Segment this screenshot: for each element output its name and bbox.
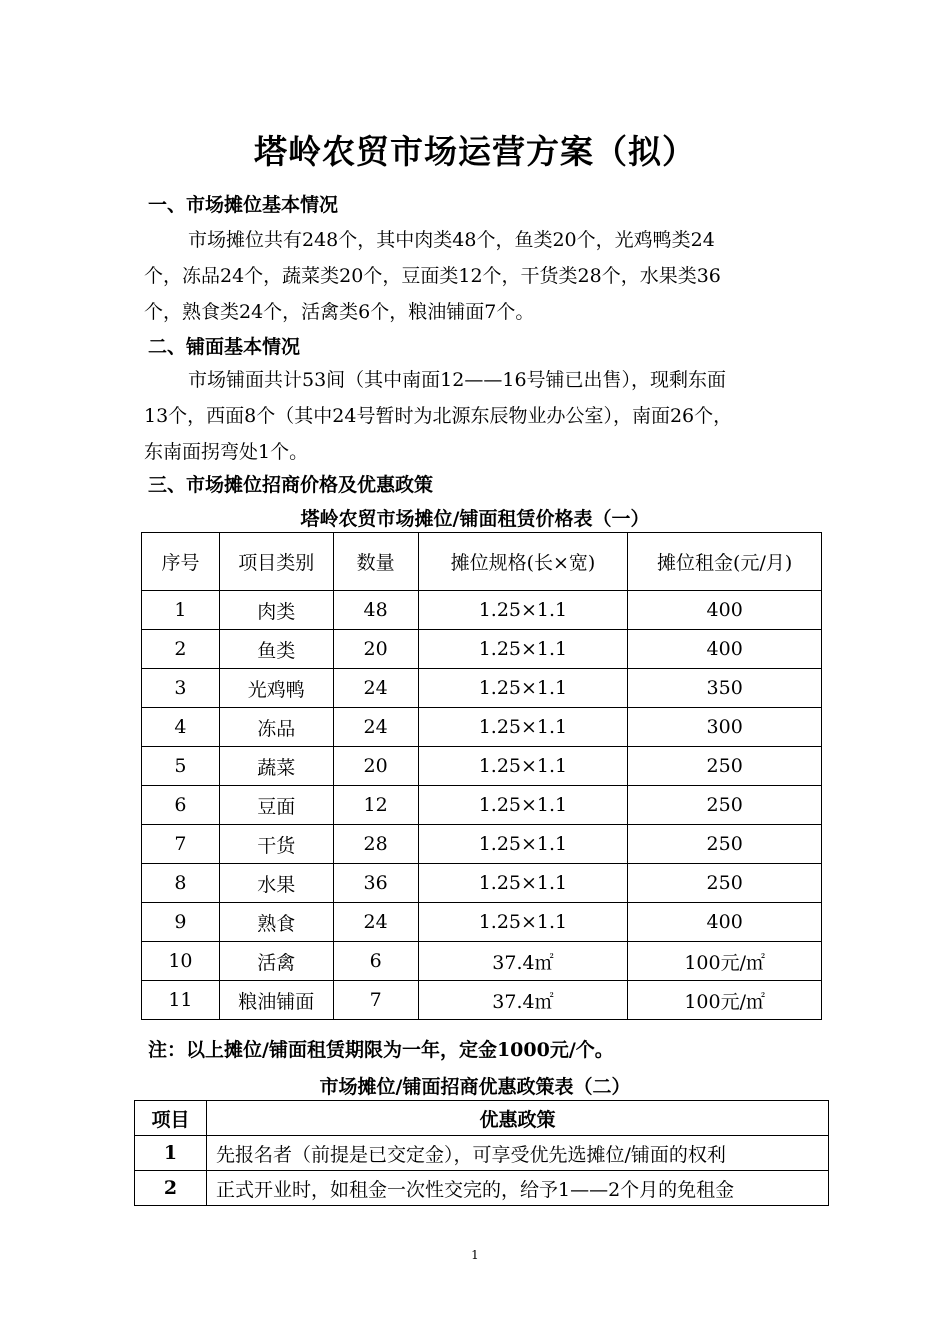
table-cell: 1.25×1.1 xyxy=(418,747,628,786)
table-row xyxy=(142,747,822,786)
header-cell: 摊位租金(元/月) xyxy=(628,533,822,591)
table-cell: 1.25×1.1 xyxy=(418,825,628,864)
table-cell: 250 xyxy=(628,786,822,825)
table-row xyxy=(142,591,822,630)
paragraph-line: 市场铺面共计53间（其中南面12——16号铺已出售），现剩东面 xyxy=(188,369,727,391)
table-cell: 肉类 xyxy=(219,591,333,630)
table-row xyxy=(142,903,822,942)
section2-heading: 二、铺面基本情况 xyxy=(148,336,301,358)
table-cell: 粮油铺面 xyxy=(219,981,333,1020)
header-cell: 项目 xyxy=(135,1101,207,1136)
policy-text-cell: 正式开业时，如租金一次性交完的，给予1——2个月的免租金 xyxy=(207,1171,829,1206)
table-cell: 熟食 xyxy=(219,903,333,942)
table-cell: 37.4㎡ xyxy=(418,942,628,981)
table-cell: 1 xyxy=(142,591,220,630)
table-row xyxy=(135,1136,829,1171)
table-cell: 1.25×1.1 xyxy=(418,903,628,942)
table-cell: 300 xyxy=(628,708,822,747)
table-cell: 36 xyxy=(333,864,418,903)
table-cell: 7 xyxy=(142,825,220,864)
table-header-row xyxy=(135,1101,829,1136)
policy-text-cell: 先报名者（前提是已交定金），可享受优先选摊位/铺面的权利 xyxy=(207,1136,829,1171)
header-cell: 序号 xyxy=(142,533,220,591)
table-cell: 6 xyxy=(142,786,220,825)
table1-caption: 塔岭农贸市场摊位/铺面租赁价格表（一） xyxy=(300,508,650,530)
table-row xyxy=(142,669,822,708)
table-cell: 28 xyxy=(333,825,418,864)
paragraph-line: 13个，西面8个（其中24号暂时为北源东辰物业办公室），南面26个， xyxy=(144,405,733,427)
section1-paragraph xyxy=(144,222,814,330)
table-cell: 250 xyxy=(628,864,822,903)
table-cell: 水果 xyxy=(219,864,333,903)
table-cell: 48 xyxy=(333,591,418,630)
table-row xyxy=(142,708,822,747)
table-cell: 1.25×1.1 xyxy=(418,630,628,669)
table-cell: 400 xyxy=(628,630,822,669)
table-cell: 400 xyxy=(628,903,822,942)
section3-heading: 三、市场摊位招商价格及优惠政策 xyxy=(148,474,434,496)
table-cell: 鱼类 xyxy=(219,630,333,669)
policy-table xyxy=(134,1100,829,1206)
policy-index-cell: 1 xyxy=(135,1136,207,1171)
table-cell: 冻品 xyxy=(219,708,333,747)
table-cell: 24 xyxy=(333,903,418,942)
header-cell: 摊位规格(长×宽) xyxy=(418,533,628,591)
table-cell: 豆面 xyxy=(219,786,333,825)
table-cell: 1.25×1.1 xyxy=(418,708,628,747)
table-row xyxy=(142,630,822,669)
header-cell: 项目类别 xyxy=(219,533,333,591)
table-row xyxy=(142,864,822,903)
table-cell: 250 xyxy=(628,747,822,786)
table-cell: 9 xyxy=(142,903,220,942)
paragraph-line: 市场摊位共有248个，其中肉类48个，鱼类20个，光鸡鸭类24 xyxy=(188,229,715,251)
table-cell: 蔬菜 xyxy=(219,747,333,786)
table-cell: 350 xyxy=(628,669,822,708)
table-cell: 8 xyxy=(142,864,220,903)
table-row xyxy=(135,1171,829,1206)
page-number: 1 xyxy=(471,1248,479,1262)
table-cell: 100元/㎡ xyxy=(628,981,822,1020)
table-cell: 10 xyxy=(142,942,220,981)
table-row xyxy=(142,786,822,825)
policy-index-cell: 2 xyxy=(135,1171,207,1206)
table-cell: 20 xyxy=(333,630,418,669)
table-cell: 1.25×1.1 xyxy=(418,591,628,630)
header-cell: 优惠政策 xyxy=(207,1101,829,1136)
table-cell: 250 xyxy=(628,825,822,864)
table-cell: 100元/㎡ xyxy=(628,942,822,981)
header-cell: 数量 xyxy=(333,533,418,591)
table-row xyxy=(142,942,822,981)
table-cell: 1.25×1.1 xyxy=(418,864,628,903)
paragraph-line: 个，熟食类24个，活禽类6个，粮油铺面7个。 xyxy=(144,301,535,323)
table-cell: 1.25×1.1 xyxy=(418,786,628,825)
table-row xyxy=(142,825,822,864)
table-cell: 4 xyxy=(142,708,220,747)
table-cell: 400 xyxy=(628,591,822,630)
table-note: 注：以上摊位/铺面租赁期限为一年，定金1000元/个。 xyxy=(148,1039,614,1061)
table-cell: 11 xyxy=(142,981,220,1020)
table-cell: 37.4㎡ xyxy=(418,981,628,1020)
table-header-row xyxy=(142,533,822,591)
table-cell: 7 xyxy=(333,981,418,1020)
paragraph-line: 东南面拐弯处1个。 xyxy=(144,441,309,463)
table-cell: 24 xyxy=(333,669,418,708)
table-cell: 2 xyxy=(142,630,220,669)
table-cell: 活禽 xyxy=(219,942,333,981)
table-cell: 干货 xyxy=(219,825,333,864)
section1-heading: 一、市场摊位基本情况 xyxy=(148,194,339,216)
table-cell: 20 xyxy=(333,747,418,786)
table-cell: 12 xyxy=(333,786,418,825)
table-cell: 5 xyxy=(142,747,220,786)
table-row xyxy=(142,981,822,1020)
table-cell: 24 xyxy=(333,708,418,747)
table-cell: 6 xyxy=(333,942,418,981)
table-cell: 光鸡鸭 xyxy=(219,669,333,708)
table-cell: 3 xyxy=(142,669,220,708)
section2-paragraph xyxy=(144,362,814,470)
table2-caption: 市场摊位/铺面招商优惠政策表（二） xyxy=(319,1076,631,1098)
price-table xyxy=(141,532,822,1020)
page-title: 塔岭农贸市场运营方案（拟） xyxy=(254,132,696,171)
paragraph-line: 个，冻品24个，蔬菜类20个，豆面类12个，干货类28个，水果类36 xyxy=(144,265,721,287)
table-cell: 1.25×1.1 xyxy=(418,669,628,708)
